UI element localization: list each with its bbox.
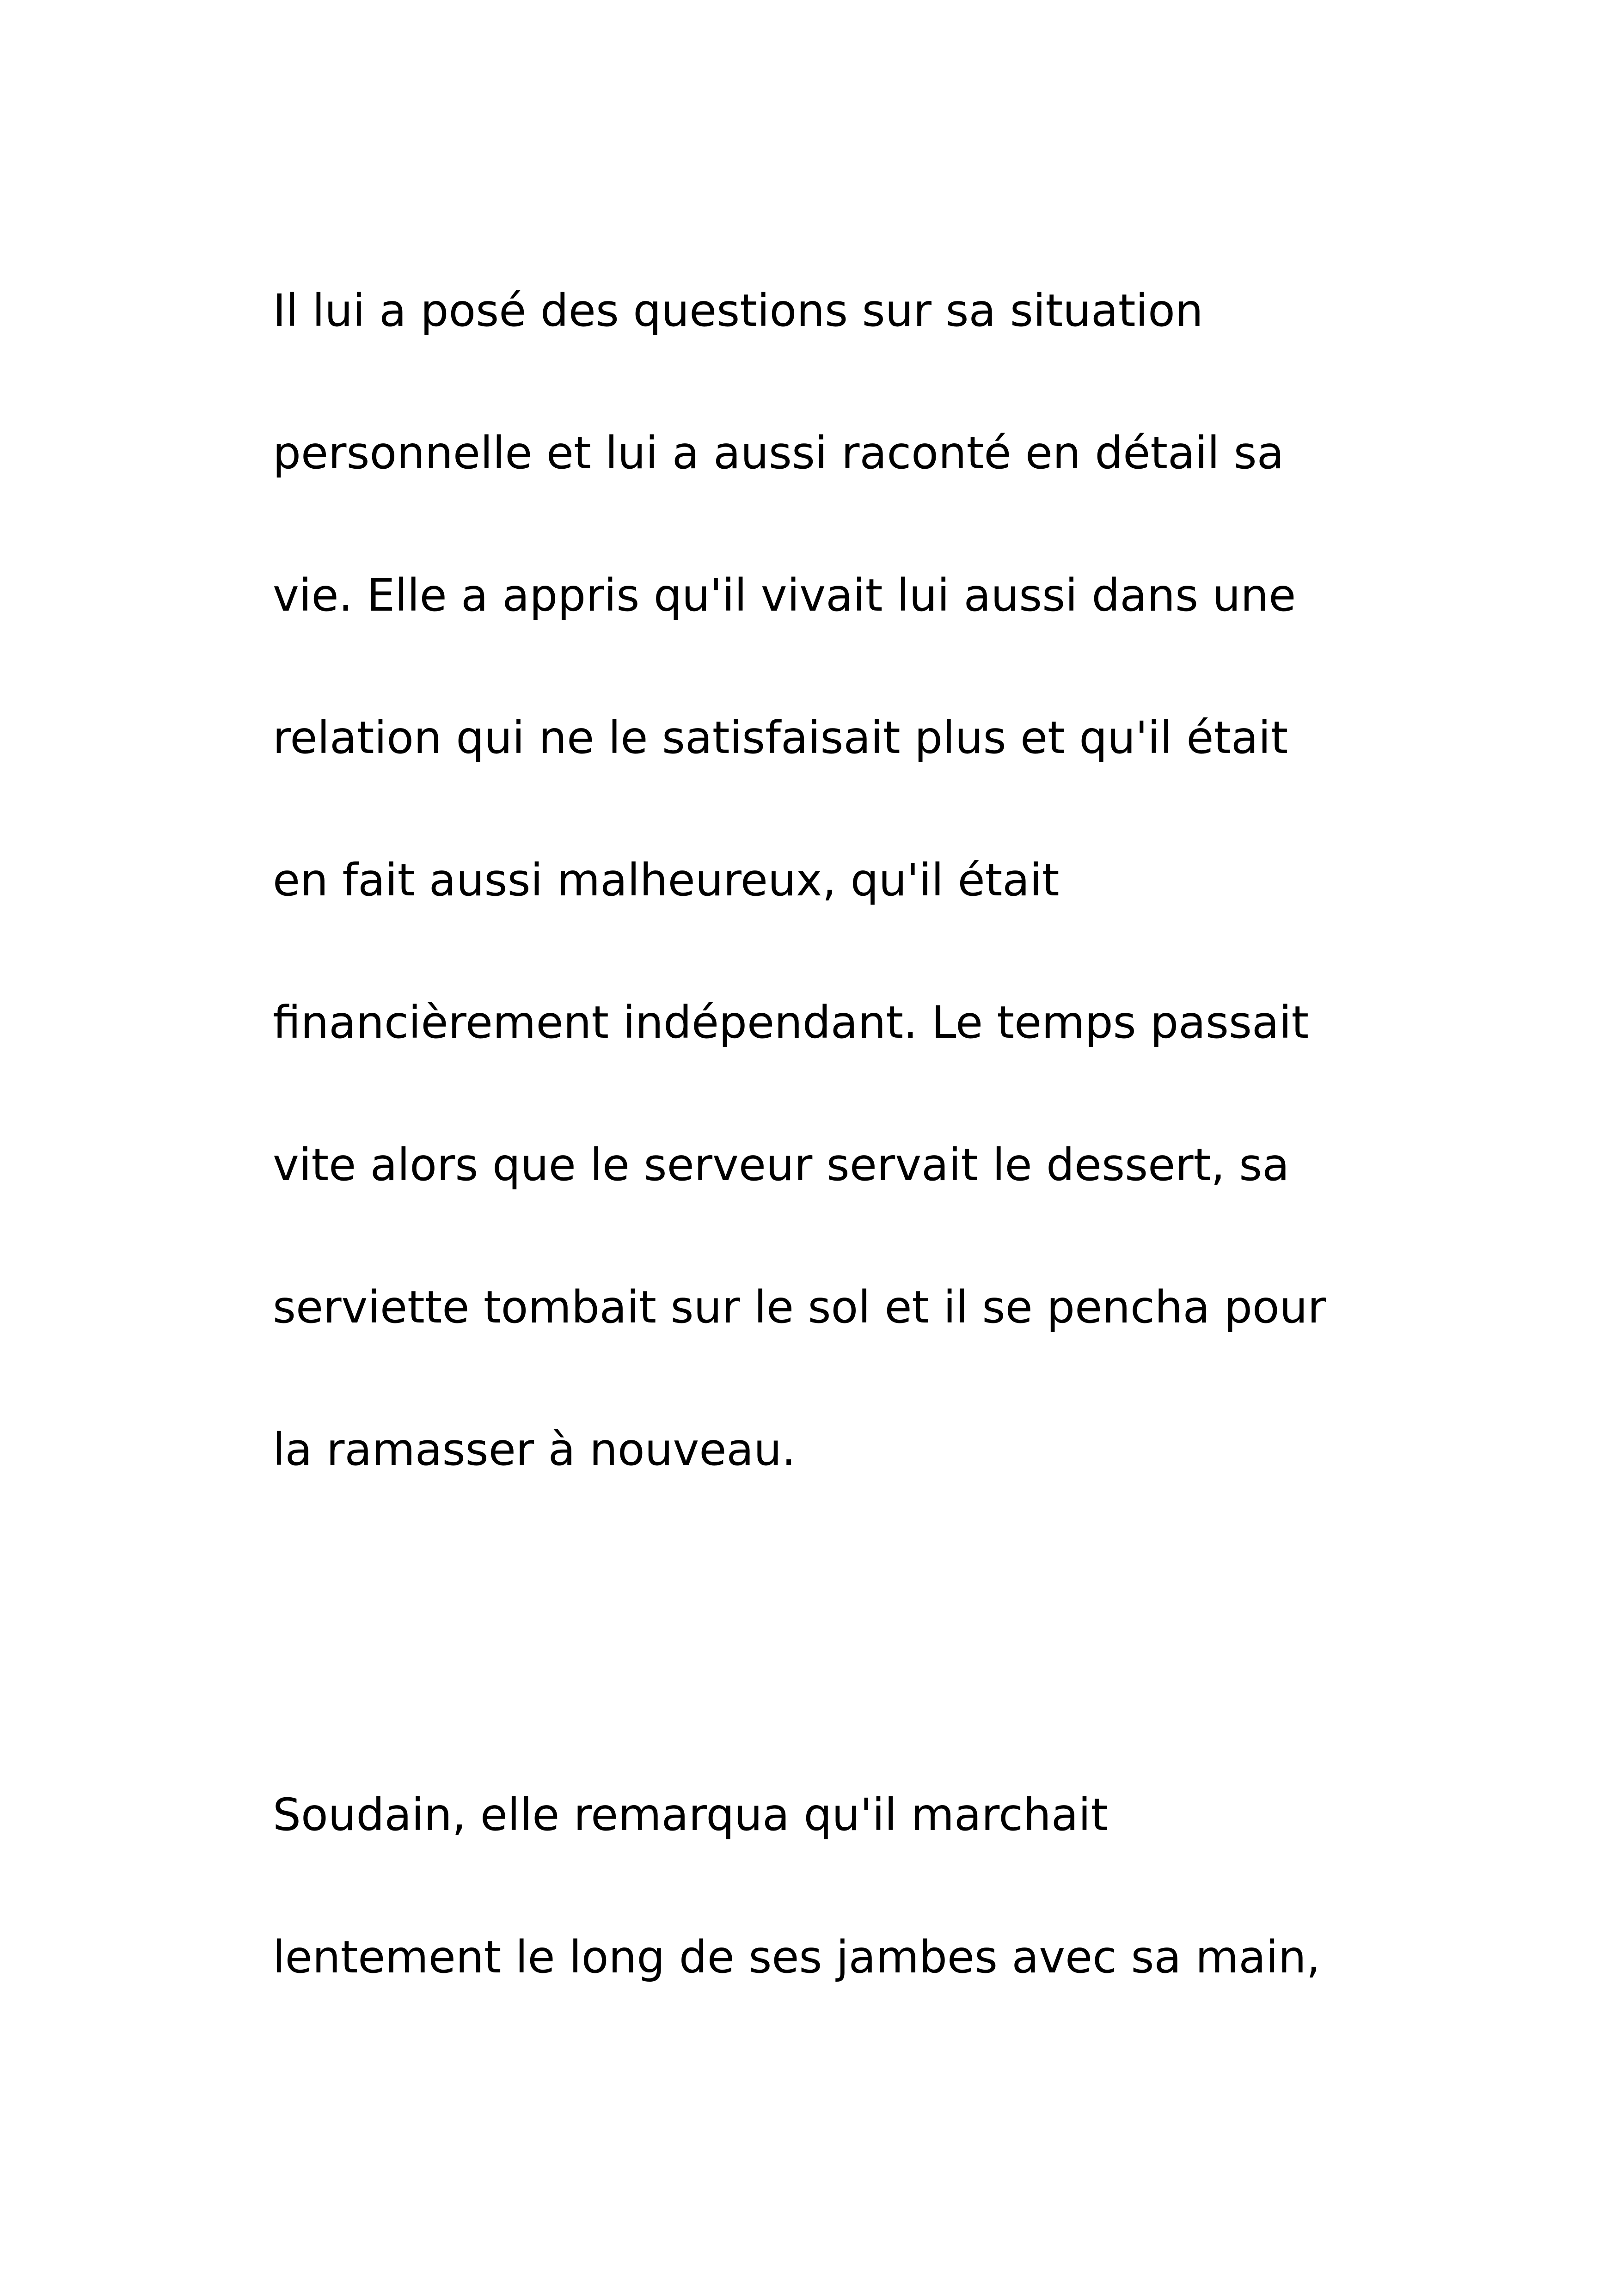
text-line: vite alors que le serveur servait le dessert, sa bbox=[273, 1139, 1290, 1191]
text-line: Il lui a posé des questions sur sa situation bbox=[273, 285, 1203, 337]
text-line: financièrement indépendant. Le temps passait bbox=[273, 997, 1309, 1048]
text-line: en fait aussi malheureux, qu'il était bbox=[273, 854, 1060, 906]
text-line: relation qui ne le satisfaisait plus et qu'il était bbox=[273, 712, 1288, 764]
text-line: la ramasser à nouveau. bbox=[273, 1424, 796, 1476]
text-line: lentement le long de ses jambes avec sa main, bbox=[273, 1931, 1321, 1983]
text-line: Soudain, elle remarqua qu'il marchait bbox=[273, 1789, 1108, 1841]
text-line: vie. Elle a appris qu'il vivait lui aussi dans une bbox=[273, 569, 1296, 621]
text-line: personnelle et lui a aussi raconté en détail sa bbox=[273, 427, 1284, 479]
text-line: serviette tombait sur le sol et il se pencha pour bbox=[273, 1281, 1326, 1333]
